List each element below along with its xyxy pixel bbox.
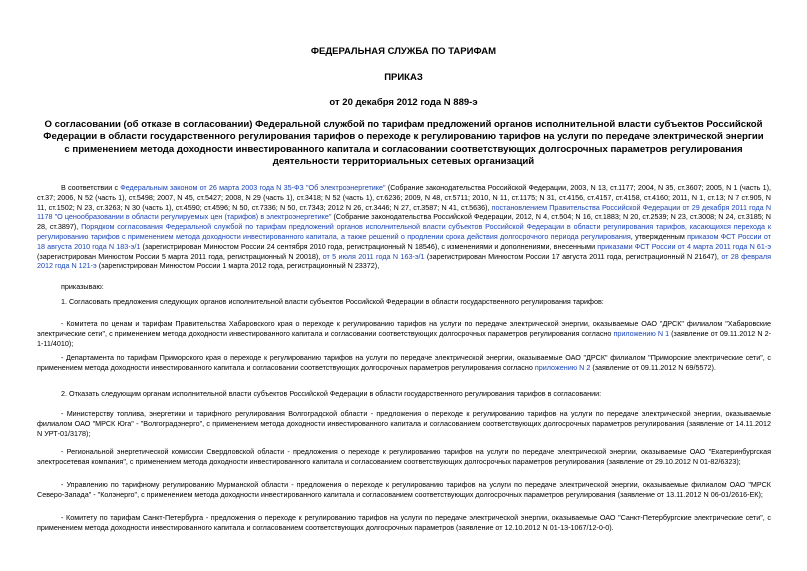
procedure-link[interactable]: Порядком согласования Федеральной службой по тарифам предложений органов исполнительной власти субъектов Российской Федерации в области регулирования тарифов, касающихся перехода к регулированию тарифов с применением метода доходности инвестированного капитала, а также решений о продлении срока действия долгосрочного периода регулирования <box>37 222 772 241</box>
appendix-1-link[interactable]: приложению N 1 <box>613 328 670 338</box>
item-2-murmansk: - Управлению по тарифному регулированию Мурманской области - предложения о переходе к регулированию тарифов на услуги по передаче электрической энергии, оказываемые филиалом ОАО "МРСК Северо-Запада" - "Колэнерго", с применением метода доходности инвестированного капитала и согласованием соответствующих долгосрочных параметров регулирования (заявление от 13.11.2012 N 06-01/2616-ЕК); <box>37 480 771 499</box>
federal-law-link[interactable]: Федеральным законом от 26 марта 2003 года N 35-ФЗ "Об электроэнергетике" <box>120 183 386 192</box>
orders-line: приказываю: <box>61 282 104 291</box>
preamble-text-5: (зарегистрирован Минюстом России 24 сентября 2010 года, регистрационный N 18546), с изменениями и дополнениями, внесенными <box>140 241 598 251</box>
agency-heading: ФЕДЕРАЛЬНАЯ СЛУЖБА ПО ТАРИФАМ <box>310 46 497 57</box>
item-1-khabarovsk <box>37 319 771 348</box>
item-1-primorye <box>37 353 771 373</box>
item-2-saint-petersburg: - Комитету по тарифам Санкт-Петербурга - предложения о переходе к регулированию тарифов на услуги по передаче электрической энергии, оказываемые ОАО "Санкт-Петербургские электрические сети", с применением метода доходности инвестированного капитала и согласованием соответствующих долгосрочных параметров (заявление от 12.10.2012 N 01-13-1067/12-0-0). <box>37 513 771 532</box>
fst-order-121-link[interactable]: от 28 февраля 2012 года N 121-э <box>37 251 771 271</box>
item-1: 1. Согласовать предложения следующих органов исполнительной власти субъектов Российской Федерации в области государственного регулирования тарифов: <box>61 297 604 306</box>
fst-order-183-link[interactable]: приказом ФСТ России от 18 августа 2010 года N 183-э/1 <box>37 231 771 251</box>
document-date-heading: от 20 декабря 2012 года N 889-э <box>329 97 478 108</box>
item-1a-text-1: - Комитета по ценам и тарифам Правительства Хабаровского края о переходе к регулированию тарифов на услуги по передаче электрической энергии, оказываемые ОАО "ДРСК" филиалом "Хабаровские электрические сети", с применением метода доходности инвестированного капитала и согласовании соответствующих долгосрочных параметров регулирования согласно <box>37 319 771 338</box>
item-1b-text-2: (заявление от 09.11.2012 N 69/5572). <box>590 362 716 372</box>
item-2-volgograd: - Министерству топлива, энергетики и тарифного регулирования Волгоградской области - предложения о переходе к регулированию тарифов на услуги по передаче электрической энергии, оказываемые филиалом ОАО "МРСК Юга" - "Волгоградэнерго", с применением метода доходности инвестированного капитала и согласованием соответствующих долгосрочных параметров регулирования (заявление от 14.11.2012 N УРТ-01/3178); <box>37 409 771 438</box>
preamble-text-7: (зарегистрирован Минюстом России 17 августа 2011 года, регистрационный N 21647), <box>424 251 722 261</box>
document-type-heading: ПРИКАЗ <box>384 72 423 83</box>
item-1a-text-2: (заявление от 09.11.2012 N 2-1-11/4010); <box>37 328 771 348</box>
item-1b-text-1: - Департамента по тарифам Приморского края о переходе к регулированию тарифов на услуги по передаче электрической энергии, оказываемые ОАО "ДРСК" филиалом "Приморские электрические сети", с применением метода доходности инвестированного капитала и согласовании соответствующих долгосрочных параметров регулирования согласно <box>37 353 771 372</box>
item-2-sverdlovsk: - Региональной энергетической комиссии Свердловской области - предложения о переходе к регулированию тарифов на услуги по передаче электрической энергии, оказываемые ОАО "Екатеринбургская электросетевая компания", с применением метода доходности инвестированного капитала и согласованием соответствующих долгосрочных параметров регулирования (заявление от 29.10.2012 N 01-82/6323); <box>37 447 771 466</box>
preamble-text-2: (Собрание законодательства Российской Федерации, 2003, N 13, ст.1177; 2004, N 35, ст.3607; 2005, N 1 (часть 1), ст.37; 2006, N 52 (часть 1), ст.5498; 2007, N 45, ст.5427; 2008, N 29 (часть 1), ст.3418; N 52 (часть 1), ст.6236; 2009, N 48, ст.5711; 2010, N 11, ст.1175; N 31, ст.4156, ст.4157, ст.4158, ст.4160; 2011, N 1, ст.13; N 7 ст.905, N 11, ст.1502; N 23, ст.3263; N 30 (часть 1), ст.4590; ст.4596; N 50, ст.7336; N 50, ст.7343; 2012 N 26, ст.3446; N 27, ст.3587; N 41, ст.5636), <box>37 183 772 212</box>
item-2: 2. Отказать следующим органам исполнительной власти субъектов Российской Федерации в области государственного регулирования тарифов в согласовании: <box>61 389 602 398</box>
fst-order-61-link[interactable]: приказами ФСТ России от 4 марта 2011 года N 61-э <box>597 241 771 251</box>
preamble-text-6: (зарегистрирован Минюстом России 5 марта 2011 года, регистрационный N 20018), <box>37 251 323 261</box>
preamble-text-4: , утвержденным <box>630 231 688 241</box>
appendix-2-link[interactable]: приложению N 2 <box>534 362 591 372</box>
preamble-text-3: (Собрание законодательства Российской Федерации, 2012, N 4, ст.504; N 16, ст.1883; N 20, ст.2539; N 23, ст.3008; N 24, ст.3185; N 28, ст.3897), <box>37 212 771 232</box>
preamble-text-1: В соответствии с <box>61 183 121 192</box>
document-title: О согласовании (об отказе в согласовании) Федеральной службой по тарифам предложений органов исполнительной власти субъектов Российской Федерации в области государственного регулирования тарифов о переходе к регулированию тарифов на услуги по передаче электрической энергии с применением метода доходности инвестированного капитала и согласовании соответствующих долгосрочных параметров регулирования деятельности территориальных сетевых организаций <box>43 119 764 168</box>
government-decree-link[interactable]: постановлением Правительства Российской Федерации от 29 декабря 2011 года N 1178 "О ценообразовании в области регулируемых цен (тарифов) в электроэнергетике" <box>37 202 772 222</box>
preamble-paragraph <box>37 183 771 271</box>
preamble-text-8: (зарегистрирован Минюстом России 1 марта 2012 года, регистрационный N 23372), <box>96 261 380 271</box>
fst-order-163-link[interactable]: от 5 июля 2011 года N 163-э/1 <box>322 251 425 261</box>
